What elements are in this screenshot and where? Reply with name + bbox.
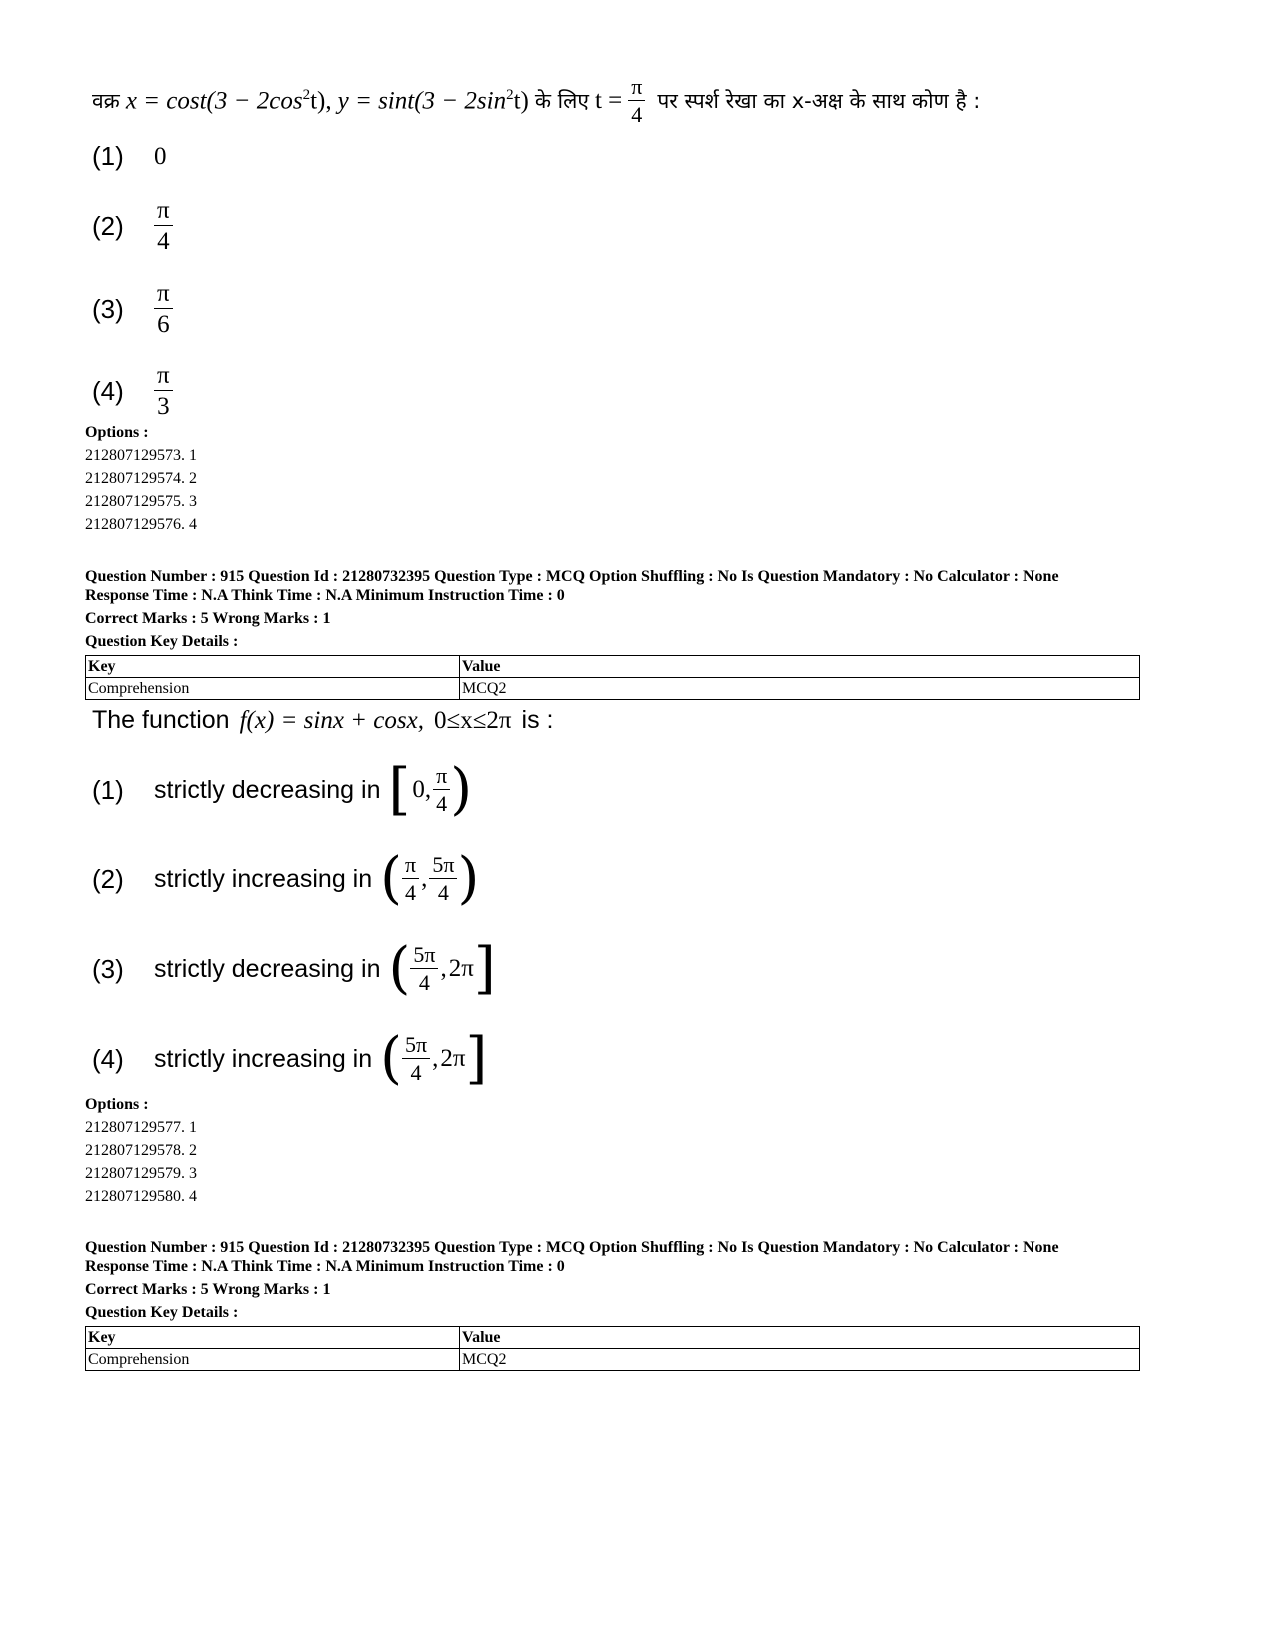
meta-block-1	[85, 567, 1145, 700]
q1-option-id-2: 212807129574. 2	[85, 470, 197, 487]
table2-cell-key: Comprehension	[86, 1349, 460, 1371]
q2-option-2: (2) strictly increasing in ( $\frac{\pi}{4}$ , $\frac{5\pi}{4}$ )	[92, 846, 480, 911]
q2-option-id-3: 212807129579. 3	[85, 1165, 197, 1182]
q2-options-label: Options :	[85, 1096, 149, 1113]
q1-option-4: (4) $\frac{\pi}{3}$	[92, 363, 173, 419]
q1-x-eq: x = cost(3 − 2cos	[125, 87, 303, 115]
meta2-line4: Question Key Details :	[85, 1304, 239, 1321]
q1-stem-suffix: पर स्पर्श रेखा का x-अक्ष के साथ कोण है :	[657, 89, 981, 113]
q2-option-2-fraction-a: $\frac{\pi}{4}$	[402, 854, 419, 904]
q1-option-id-1: 212807129573. 1	[85, 447, 197, 464]
meta1-line2: Response Time : N.A Think Time : N.A Minimum Instruction Time : 0	[85, 587, 565, 604]
q2-option-4-fraction: $\frac{5\pi}{4}$	[402, 1034, 430, 1084]
q2-option-4: (4) strictly increasing in ( $\frac{5\pi}{4}$ , 2π ]	[92, 1026, 488, 1091]
q2-stem-tail: is :	[521, 706, 554, 734]
key-details-table-2	[85, 1326, 1140, 1371]
q1-option-4-fraction: $\frac{\pi}{3}$	[154, 363, 173, 419]
q1-stem-prefix: वक्र	[92, 89, 120, 113]
table1-cell-key: Comprehension	[86, 678, 460, 700]
q2-option-2-text: strictly increasing in	[154, 864, 373, 893]
q2-option-id-1: 212807129577. 1	[85, 1119, 197, 1136]
q2-option-1-text: strictly decreasing in	[154, 775, 381, 804]
q1-option-3-fraction: $\frac{\pi}{6}$	[154, 281, 173, 337]
meta2-line1: Question Number : 915 Question Id : 21280732395 Question Type : MCQ Option Shuffling : No Is Question Mandatory : No Calculator : None	[85, 1239, 1059, 1256]
q1-option-id-3: 212807129575. 3	[85, 493, 197, 510]
meta2-line3: Correct Marks : 5 Wrong Marks : 1	[85, 1281, 331, 1298]
table2-cell-value: MCQ2	[460, 1349, 1140, 1371]
q1-t-eq: t =	[594, 87, 623, 114]
q1-t-fraction: $\frac{\pi}{4}$	[628, 76, 645, 126]
q1-option-2: (2) $\frac{\pi}{4}$	[92, 198, 173, 254]
q2-option-2-fraction-b: $\frac{5\pi}{4}$	[429, 854, 457, 904]
q2-option-4-text: strictly increasing in	[154, 1044, 373, 1073]
meta2-line2: Response Time : N.A Think Time : N.A Minimum Instruction Time : 0	[85, 1258, 565, 1275]
q2-option-1-fraction: $\frac{\pi}{4}$	[433, 765, 450, 815]
meta-block-2	[85, 1238, 1145, 1371]
q1-stem: वक्र $x = \cos t(3 - 2\cos^2t)$, $y = \sin t(3 - 2\sin^2t)$ के लिए t = $\frac{\pi}{4}$ पर स्पर्श रेखा का x-अक्ष के साथ कोण है :	[92, 74, 981, 127]
table2-header-key: Key	[86, 1327, 460, 1349]
table1-header-value: Value	[460, 656, 1140, 678]
q1-options-label: Options :	[85, 424, 149, 441]
q2-stem	[92, 706, 554, 735]
table1-cell-value: MCQ2	[460, 678, 1140, 700]
q2-option-3: (3) strictly decreasing in ( $\frac{5\pi}{4}$ , 2π ]	[92, 936, 496, 1001]
q2-option-3-fraction: $\frac{5\pi}{4}$	[410, 944, 438, 994]
meta1-line1: Question Number : 915 Question Id : 21280732395 Question Type : MCQ Option Shuffling : No Is Question Mandatory : No Calculator : None	[85, 568, 1059, 585]
q1-option-1-value: 0	[154, 142, 167, 170]
table1-header-key: Key	[86, 656, 460, 678]
meta1-line3: Correct Marks : 5 Wrong Marks : 1	[85, 610, 331, 627]
meta1-line4: Question Key Details :	[85, 633, 239, 650]
q2-option-id-4: 212807129580. 4	[85, 1188, 197, 1205]
q1-option-2-fraction: $\frac{\pi}{4}$	[154, 198, 173, 254]
q1-option-3: (3) $\frac{\pi}{6}$	[92, 281, 173, 337]
q1-options-block	[85, 421, 197, 536]
key-details-table-1	[85, 655, 1140, 700]
q1-ke-liye: के लिए	[534, 89, 589, 113]
q2-option-id-2: 212807129578. 2	[85, 1142, 197, 1159]
q1-option-1: (1) 0	[92, 141, 167, 171]
q2-options-block	[85, 1093, 197, 1208]
table2-header-value: Value	[460, 1327, 1140, 1349]
q2-stem-lead: The function	[92, 706, 230, 734]
q2-function: f(x) = sinx + cosx,	[239, 706, 424, 734]
q2-option-3-text: strictly decreasing in	[154, 954, 381, 983]
q1-y-eq: y = sint(3 − 2sin	[337, 87, 507, 115]
q2-domain: 0≤x≤2π	[433, 706, 512, 734]
q2-option-1: (1) strictly decreasing in [ 0, $\frac{\pi}{4}$ )	[92, 757, 473, 822]
q1-option-id-4: 212807129576. 4	[85, 516, 197, 533]
